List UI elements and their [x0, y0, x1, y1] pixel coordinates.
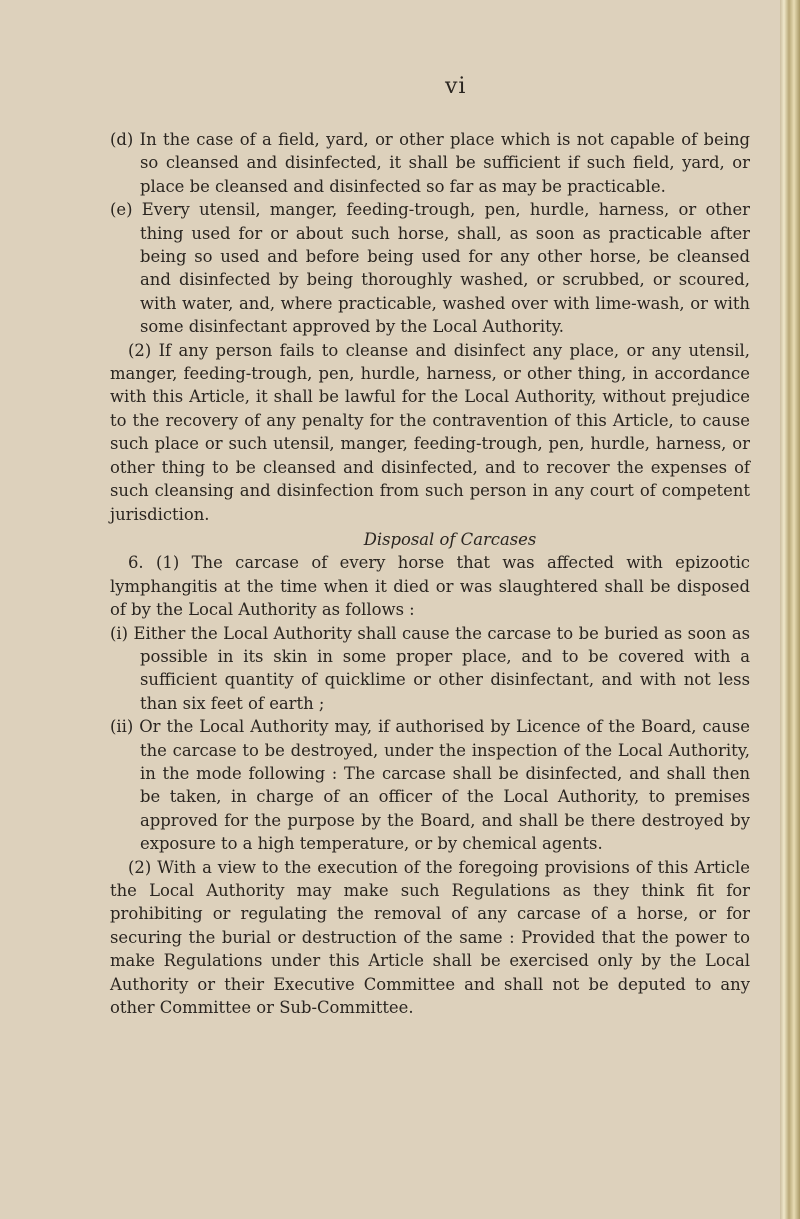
paragraph-d: (d) In the case of a field, yard, or other place which is not capable of being so cleansed and disinfected, it shall be sufficient if such field, yard, or place be cleansed and disinfected so far as may be practicable.: [110, 130, 750, 196]
book-spine-edge: [780, 0, 800, 1219]
article-6-1: 6. (1) The carcase of every horse that was affected with epizootic lymphangitis at the time when it died or was slaughtered shall be disposed of by the Local Authority as follows :: [110, 553, 750, 620]
item-ii: (ii) Or the Local Authority may, if authorised by Licence of the Board, cause the carcase to be destroyed, under the inspection of the Local Authority, in the mode following : The carcase shall be disinfected, and shall then be taken, in charge of an officer of the Local Authority, to premises approved for the purpose by the Board, and shall be there destroyed by exposure to a high temperature, or by chemical agents.: [110, 717, 750, 854]
page-number: vi: [445, 74, 467, 99]
paragraph-e: (e) Every utensil, manger, feeding-trough, pen, hurdle, harness, or other thing used for or about such horse, shall, as soon as practicable after being so used and before being used for any other horse, be cleansed and disinfected by being thoroughly washed, or scrubbed, or scoured, with water, and, where practicable, washed over with lime-wash, or with some disinfectant approved by the Local Authority.: [110, 200, 750, 337]
section-heading: Disposal of Carcases: [363, 529, 537, 549]
paragraph-2: (2) If any person fails to cleanse and disinfect any place, or any utensil, manger, feeding-trough, pen, hurdle, harness, or other thing, in accordance with this Article, it shall be lawful for the Local Authority, without prejudice to the recovery of any penalty for the contravention of this Article, to cause such place or such utensil, manger, feeding-trough, pen, hurdle, harness, or other thing to be cleansed and disinfected, and to recover the expenses of such cleansing and disinfection from such person in any court of competent jurisdiction.: [110, 340, 750, 524]
article-6-2: (2) With a view to the execution of the foregoing provisions of this Article the Local Authority may make such Regulations as they think fit for prohibiting or regulating the removal of any carcase of a horse, or for securing the burial or destruction of the same : Provided that the power to make Regulations under this Article shall be exercised only by the Local Authority or their Executive Committee and shall not be deputed to any other Committee or Sub-Committee.: [110, 857, 750, 1018]
item-i: (i) Either the Local Authority shall cause the carcase to be buried as soon as possible in its skin in some proper place, and to be covered with a sufficient quantity of quicklime or other disinfectant, and with not less than six feet of earth ;: [110, 623, 750, 713]
article-text: [110, 128, 750, 1019]
